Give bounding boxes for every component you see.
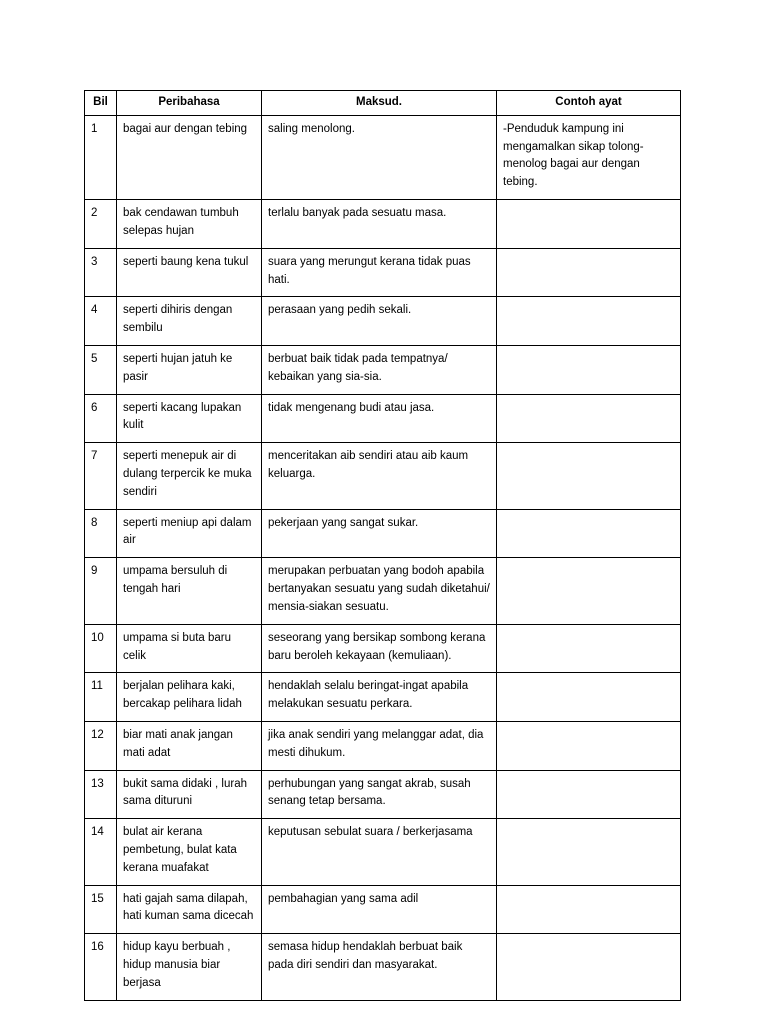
cell-peribahasa: seperti dihiris dengan sembilu: [117, 297, 262, 346]
cell-contoh-ayat: -Penduduk kampung ini mengamalkan sikap tolong-menolog bagai aur dengan tebing.: [497, 115, 681, 199]
column-header-maksud: Maksud.: [262, 91, 497, 116]
table-row: [85, 115, 681, 199]
cell-bil: 16: [85, 934, 117, 1000]
cell-maksud: perhubungan yang sangat akrab, susah senang tetap bersama.: [262, 770, 497, 819]
cell-contoh-ayat: [497, 394, 681, 443]
table-header: [85, 91, 681, 116]
cell-maksud: menceritakan aib sendiri atau aib kaum keluarga.: [262, 443, 497, 509]
table-row: [85, 345, 681, 394]
cell-bil: 7: [85, 443, 117, 509]
cell-contoh-ayat: [497, 721, 681, 770]
cell-maksud: terlalu banyak pada sesuatu masa.: [262, 200, 497, 249]
cell-peribahasa: bagai aur dengan tebing: [117, 115, 262, 199]
cell-maksud: semasa hidup hendaklah berbuat baik pada diri sendiri dan masyarakat.: [262, 934, 497, 1000]
cell-bil: 12: [85, 721, 117, 770]
cell-peribahasa: seperti menepuk air di dulang terpercik ke muka sendiri: [117, 443, 262, 509]
cell-bil: 6: [85, 394, 117, 443]
proverb-table: [84, 90, 681, 1001]
cell-peribahasa: seperti baung kena tukul: [117, 248, 262, 297]
table-row: [85, 673, 681, 722]
cell-bil: 3: [85, 248, 117, 297]
cell-peribahasa: berjalan pelihara kaki, bercakap pelihara lidah: [117, 673, 262, 722]
cell-maksud: keputusan sebulat suara / berkerjasama: [262, 819, 497, 885]
cell-maksud: saling menolong.: [262, 115, 497, 199]
cell-maksud: jika anak sendiri yang melanggar adat, dia mesti dihukum.: [262, 721, 497, 770]
table-row: [85, 624, 681, 673]
cell-bil: 5: [85, 345, 117, 394]
cell-peribahasa: umpama bersuluh di tengah hari: [117, 558, 262, 624]
cell-contoh-ayat: [497, 885, 681, 934]
table-row: [85, 885, 681, 934]
cell-maksud: tidak mengenang budi atau jasa.: [262, 394, 497, 443]
cell-contoh-ayat: [497, 770, 681, 819]
cell-peribahasa: bak cendawan tumbuh selepas hujan: [117, 200, 262, 249]
cell-peribahasa: seperti kacang lupakan kulit: [117, 394, 262, 443]
cell-bil: 4: [85, 297, 117, 346]
cell-maksud: berbuat baik tidak pada tempatnya/ kebaikan yang sia-sia.: [262, 345, 497, 394]
cell-bil: 2: [85, 200, 117, 249]
cell-contoh-ayat: [497, 200, 681, 249]
table-row: [85, 558, 681, 624]
cell-maksud: seseorang yang bersikap sombong kerana baru beroleh kekayaan (kemuliaan).: [262, 624, 497, 673]
cell-contoh-ayat: [497, 345, 681, 394]
cell-maksud: pekerjaan yang sangat sukar.: [262, 509, 497, 558]
cell-peribahasa: hati gajah sama dilapah, hati kuman sama dicecah: [117, 885, 262, 934]
table-row: [85, 934, 681, 1000]
cell-peribahasa: hidup kayu berbuah , hidup manusia biar berjasa: [117, 934, 262, 1000]
cell-contoh-ayat: [497, 248, 681, 297]
cell-maksud: pembahagian yang sama adil: [262, 885, 497, 934]
table-header-row: [85, 91, 681, 116]
cell-peribahasa: bukit sama didaki , lurah sama dituruni: [117, 770, 262, 819]
cell-peribahasa: seperti meniup api dalam air: [117, 509, 262, 558]
table-row: [85, 394, 681, 443]
cell-bil: 8: [85, 509, 117, 558]
table-row: [85, 200, 681, 249]
table-row: [85, 443, 681, 509]
column-header-peribahasa: Peribahasa: [117, 91, 262, 116]
table-row: [85, 248, 681, 297]
cell-bil: 13: [85, 770, 117, 819]
cell-maksud: merupakan perbuatan yang bodoh apabila bertanyakan sesuatu yang sudah diketahui/ mensia-siakan sesuatu.: [262, 558, 497, 624]
cell-peribahasa: seperti hujan jatuh ke pasir: [117, 345, 262, 394]
cell-peribahasa: umpama si buta baru celik: [117, 624, 262, 673]
cell-maksud: suara yang merungut kerana tidak puas hati.: [262, 248, 497, 297]
table-row: [85, 297, 681, 346]
cell-bil: 1: [85, 115, 117, 199]
table-row: [85, 509, 681, 558]
cell-bil: 9: [85, 558, 117, 624]
document-page: [84, 90, 680, 1001]
column-header-contoh-ayat: Contoh ayat: [497, 91, 681, 116]
cell-maksud: hendaklah selalu beringat-ingat apabila melakukan sesuatu perkara.: [262, 673, 497, 722]
table-row: [85, 819, 681, 885]
table-row: [85, 721, 681, 770]
cell-contoh-ayat: [497, 819, 681, 885]
cell-contoh-ayat: [497, 509, 681, 558]
cell-contoh-ayat: [497, 443, 681, 509]
cell-peribahasa: bulat air kerana pembetung, bulat kata kerana muafakat: [117, 819, 262, 885]
cell-contoh-ayat: [497, 624, 681, 673]
cell-bil: 14: [85, 819, 117, 885]
cell-bil: 11: [85, 673, 117, 722]
cell-bil: 10: [85, 624, 117, 673]
table-body: [85, 115, 681, 1000]
cell-peribahasa: biar mati anak jangan mati adat: [117, 721, 262, 770]
table-row: [85, 770, 681, 819]
cell-bil: 15: [85, 885, 117, 934]
cell-maksud: perasaan yang pedih sekali.: [262, 297, 497, 346]
cell-contoh-ayat: [497, 558, 681, 624]
column-header-bil: Bil: [85, 91, 117, 116]
cell-contoh-ayat: [497, 297, 681, 346]
cell-contoh-ayat: [497, 673, 681, 722]
cell-contoh-ayat: [497, 934, 681, 1000]
